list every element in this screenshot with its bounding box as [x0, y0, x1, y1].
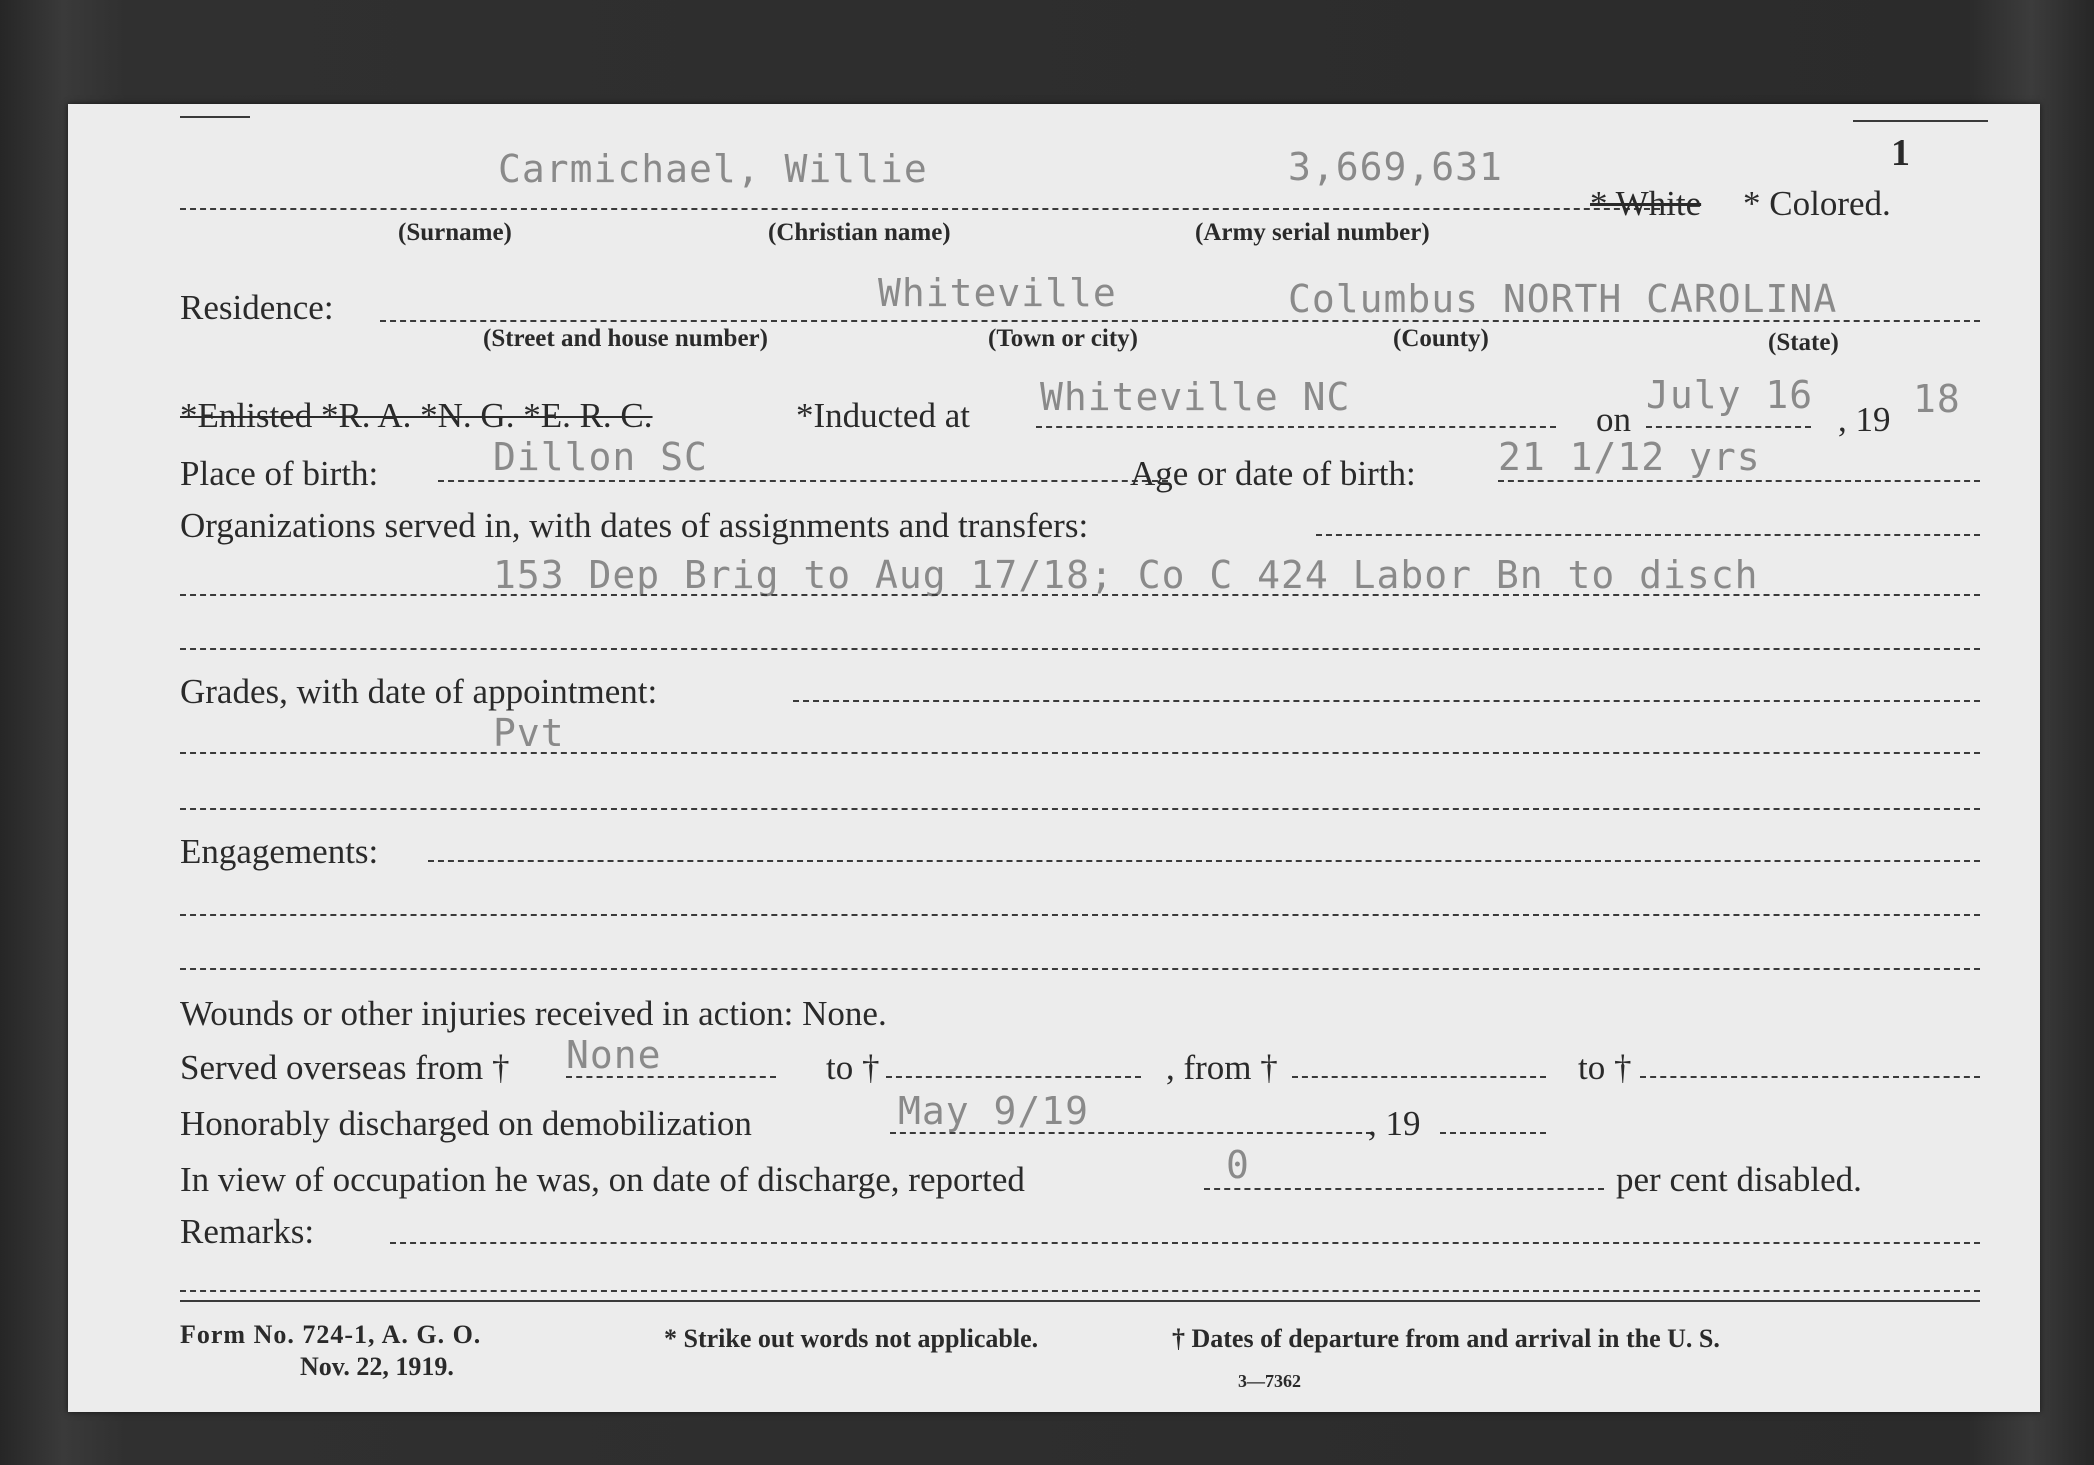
form-date: Nov. 22, 1919.	[300, 1352, 454, 1381]
birth-place-line	[438, 480, 1168, 482]
county-state-typed: Columbus NORTH CAROLINA	[1288, 277, 1838, 321]
surname-typed: Carmichael, Willie	[498, 147, 928, 191]
overseas-from-typed: None	[566, 1033, 662, 1077]
race-white-text: * White	[1590, 184, 1702, 223]
organizations-line-3	[180, 648, 1980, 650]
induction-date-line	[1646, 426, 1811, 428]
footer-rule	[180, 1300, 1980, 1302]
grades-line-3	[180, 808, 1980, 810]
birth-place-label: Place of birth:	[180, 454, 379, 493]
organizations-line-2	[180, 594, 1980, 596]
inducted-place-typed: Whiteville NC	[1040, 375, 1351, 419]
inducted-place-line	[1036, 426, 1556, 428]
county-caption: (County)	[1393, 325, 1489, 352]
strike-note: * Strike out words not applicable.	[664, 1324, 1039, 1353]
wounds-label: Wounds or other injuries received in action: None.	[180, 994, 887, 1033]
engagements-line-2	[180, 914, 1980, 916]
inducted-label: *Inducted at	[796, 396, 970, 435]
serial-caption: (Army serial number)	[1195, 219, 1430, 246]
state-caption: (State)	[1768, 329, 1839, 356]
race-colored: * Colored.	[1743, 184, 1891, 223]
remarks-label: Remarks:	[180, 1212, 315, 1251]
discharge-year: , 19	[1368, 1104, 1421, 1143]
town-caption: (Town or city)	[988, 325, 1138, 352]
engagements-line-3	[180, 968, 1980, 970]
disability-suffix: per cent disabled.	[1616, 1160, 1862, 1199]
organizations-typed: 153 Dep Brig to Aug 17/18; Co C 424 Labor Bn to disch	[493, 553, 1759, 597]
remarks-line-2	[180, 1290, 1980, 1292]
discharge-label: Honorably discharged on demobilization	[180, 1104, 752, 1143]
service-record-card	[68, 104, 2040, 1412]
grades-line-1	[793, 700, 1980, 702]
on-label: on	[1596, 400, 1631, 439]
card-number: 1	[1891, 132, 1910, 174]
name-line	[180, 208, 1660, 210]
overseas-from-line-2	[1292, 1076, 1546, 1078]
birth-place-typed: Dillon SC	[493, 435, 708, 479]
dagger-note: † Dates of departure from and arrival in the U. S.	[1172, 1324, 1720, 1353]
top-right-rule	[1853, 120, 1988, 122]
top-rule	[180, 116, 250, 118]
overseas-from-2: , from †	[1166, 1048, 1278, 1087]
residence-line	[380, 320, 1980, 322]
grades-label: Grades, with date of appointment:	[180, 672, 658, 711]
residence-label: Residence:	[180, 288, 334, 327]
engagements-label: Engagements:	[180, 832, 379, 871]
overseas-label: Served overseas from †	[180, 1048, 510, 1087]
overseas-to-1: to †	[826, 1048, 880, 1087]
overseas-to-line-2	[1640, 1076, 1980, 1078]
overseas-from-line	[566, 1076, 776, 1078]
grades-line-2	[180, 752, 1980, 754]
age-line	[1498, 480, 1980, 482]
overseas-to-line-1	[886, 1076, 1141, 1078]
town-typed: Whiteville	[878, 271, 1117, 315]
age-typed: 21 1/12 yrs	[1498, 435, 1761, 479]
remarks-line-1	[390, 1242, 1980, 1244]
discharge-date-typed: May 9/19	[898, 1089, 1090, 1133]
organizations-label: Organizations served in, with dates of assignments and transfers:	[180, 506, 1089, 545]
surname-caption: (Surname)	[398, 219, 512, 246]
christian-caption: (Christian name)	[768, 219, 951, 246]
disability-percent-typed: 0	[1226, 1143, 1250, 1187]
form-number: Form No. 724-1, A. G. O.	[180, 1320, 482, 1349]
disability-line	[1204, 1188, 1604, 1190]
street-caption: (Street and house number)	[483, 325, 768, 352]
discharge-date-line	[890, 1132, 1372, 1134]
overseas-to-2: to †	[1578, 1048, 1632, 1087]
age-label: Age or date of birth:	[1130, 454, 1416, 493]
enlisted-options	[180, 398, 653, 433]
engagements-line-1	[428, 860, 1980, 862]
race-white	[1590, 186, 1701, 221]
print-code: 3—7362	[1238, 1371, 1301, 1391]
disability-label: In view of occupation he was, on date of discharge, reported	[180, 1160, 1025, 1199]
discharge-year-line	[1440, 1132, 1546, 1134]
organizations-line-1	[1316, 534, 1980, 536]
grades-typed: Pvt	[493, 711, 565, 755]
enlisted-label: *Enlisted *R. A. *N. G. *E. R. C.	[180, 396, 653, 435]
induction-date-typed: July 16	[1646, 373, 1814, 417]
year-prefix: , 19	[1838, 400, 1891, 439]
serial-typed: 3,669,631	[1288, 145, 1503, 189]
induction-year-typed: 18	[1913, 377, 1961, 421]
